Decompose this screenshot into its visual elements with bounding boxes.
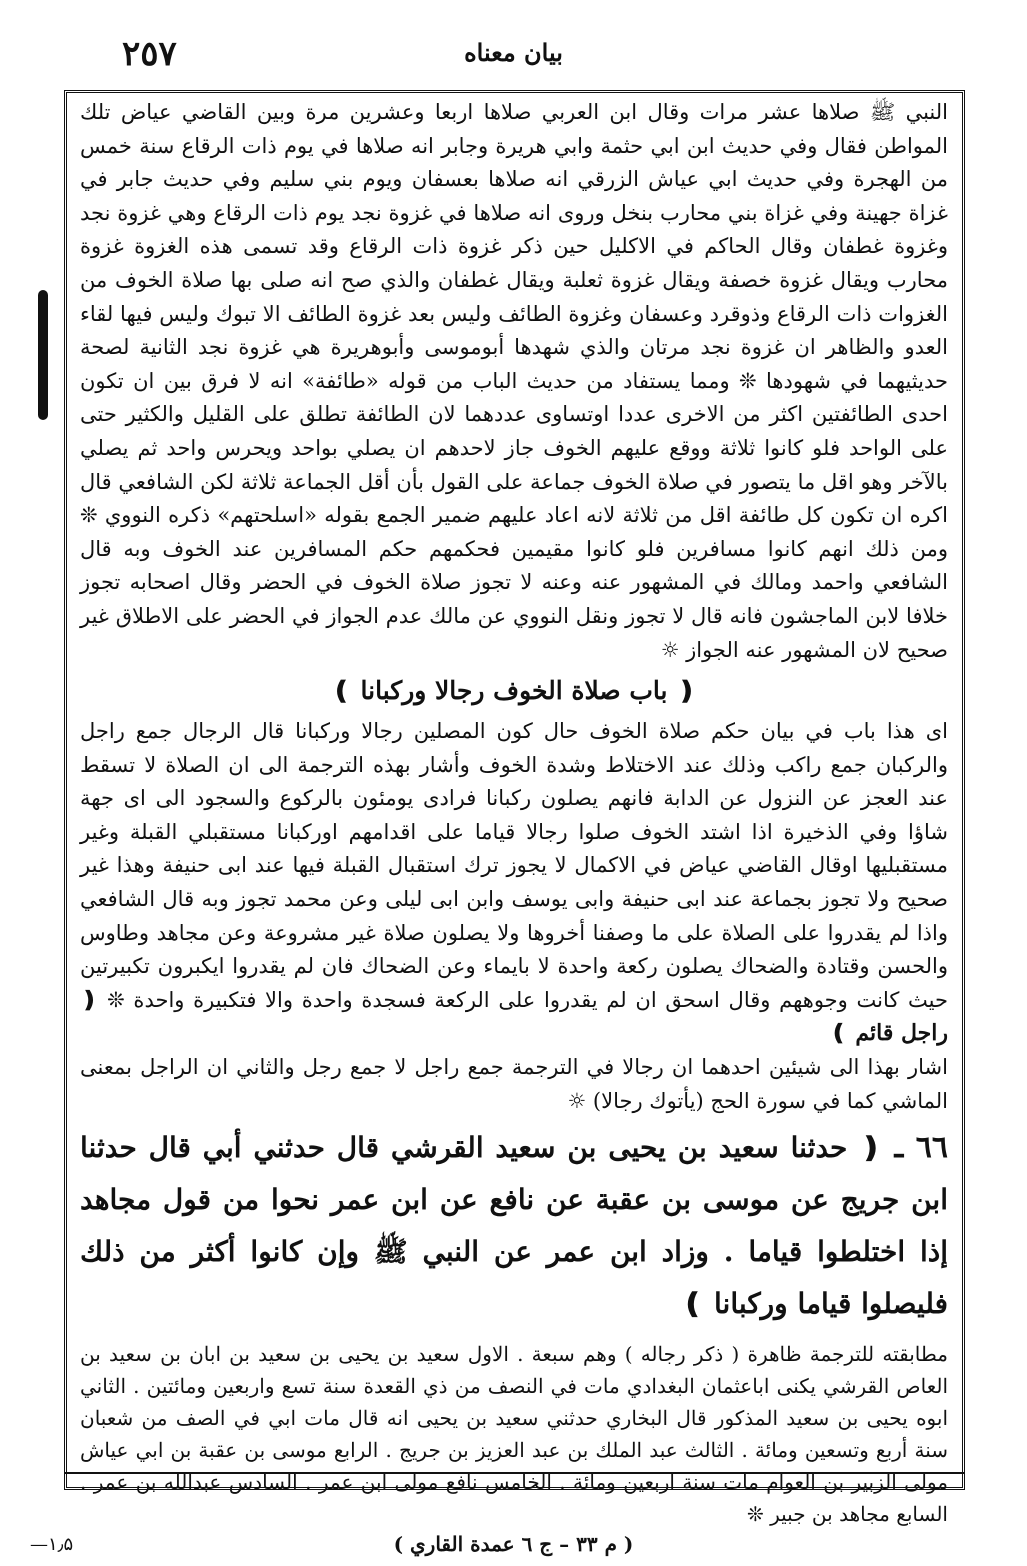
page-number: ٢٥٧ (122, 34, 177, 74)
hadith-number: ٦٦ ـ (894, 1130, 949, 1166)
footer-rule (64, 1472, 965, 1474)
main-text (80, 96, 948, 1530)
inline-heading: ❪ راجل قائم ❫ (80, 986, 948, 1047)
chapter-heading: ❪ باب صلاة الخوف رجالا وركبانا ❫ (330, 676, 698, 706)
chapter-commentary-text: اى هذا باب في بيان حكم صلاة الخوف حال كون المصلين رجالا وركبانا قال الرجال جمع راجل والركبان جمع راكب وذلك عند الاختلاط وشدة الخوف وأشار بهذه الترجمة الى ان الصلاة لا تسقط عند العجز عن النزول عن الدابة فانهم يصلون ركبانا فرادى يومئون بالركوع والسجود الى اى جهة شاؤا وفي الذخيرة اذا اشتد الخوف صلوا رجالا قياما على اقدامهم اوركبانا مستقبلي القبلة وغير مستقبليها اوقال القاضي عياض في الاكمال لا يجوز ترك استقبال القبلة فيها عند ابى حنيفة وهذا غير صحيح ولا تجوز بجماعة عند ابى حنيفة وابى يوسف وابن ابى ليلى وعن محمد تجوز وبه قال الشافعي واذا لم يقدروا على الصلاة على ما وصفنا أخروها ولا يصلون صلاة غير مشروعة وعن مجاهد وطاوس والحسن وقتادة والضحاك يصلون ركعة واحدة لا بايماء وعن الضحاك فان لم يقدروا ايكبرون تكبيرتين حيث كانت وجوههم وقال اسحق ان لم يقدروا على الركعة فسجدة واحدة والا فتكبيرة واحدة ❊ (80, 719, 948, 1012)
hadith-body: ❪ حدثنا سعيد بن يحيى بن سعيد القرشي قال حدثني أبي قال حدثنا ابن جريج عن موسى بن عقبة عن نافع عن ابن عمر نحوا من قول مجاهد إذا اختلطوا قياما . وزاد ابن عمر عن النبي ﷺ وإن كانوا أكثر من ذلك فليصلوا قياما وركبانا ❫ (80, 1131, 948, 1321)
chapter-commentary (80, 715, 948, 1051)
hadith-text (80, 1122, 948, 1330)
commentary-paragraph: النبي ﷺ صلاها عشر مرات وقال ابن العربي صلاها اربعا وعشرين مرة وبين القاضي عياض تلك المواطن فقال وفي حديث ابن ابي حثمة وابي هريرة وجابر انه صلاها في يوم ذات الرقاع سنة خمس من الهجرة وفي حديث ابي عياش الزرقي انه صلاها بعسفان ويوم بني سليم وفي حديث جابر في غزاة جهينة وفي غزاة بني محارب بنخل وروى انه صلاها في غزوة نجد يوم ذات الرقاع وهي غزوة نجد وغزوة غطفان وقال الحاكم في الاكليل حين ذكر غزوة ذات الرقاع وقد تسمى هذه الغزوة غزوة محارب ويقال غزوة خصفة ويقال غزوة ثعلبة ويقال غطفان والذي صح انه صلى بها صلاة الخوف من الغزوات ذات الرقاع وذوقرد وعسفان وغزوة الطائف وليس بعد غزوة الطائف الا تبوك وليس فيها لقاء العدو والظاهر ان غزوة نجد مرتان والذي شهدها أبوموسى وأبوهريرة هي غزوة نجد الثانية لصحة حديثيهما في شهودها ❊ ومما يستفاد من حديث الباب من قوله «طائفة» انه لا فرق بين ان تكون احدى الطائفتين اكثر من الاخرى عددا اوتساوى عددهما لان الطائفة تطلق على القليل والكثير حتى على الواحد فلو كانوا ثلاثة ووقع عليهم الخوف جاز لاحدهم ان يصلي بواحد ويحرس واحد ثم يصلي بالآخر وهو اقل ما يتصور في صلاة الخوف جماعة على القول بأن أقل الجماعة ثلاثة لكن الشافعي قال اكره ان تكون كل طائفة اقل من ثلاثة لانه اعاد عليهم ضمير الجمع بقوله «اسلحتهم» ذكره النووي ❊ ومن ذلك انهم كانوا مسافرين فلو كانوا مقيمين فحكمهم حكم المسافرين عند الخوف وبه قال الشافعي واحمد ومالك في المشهور عنه وعنه لا تجوز صلاة الخوف في الحضر وقال اصحابه تجوز خلافا لابن الماجشون فانه قال لا تجوز ونقل النووي عن مالك عدم الجواز في الحضر على الاطلاق غير صحيح لان المشهور عنه الجواز ☼ (80, 100, 948, 662)
page-header (70, 34, 957, 82)
signature-footer: ( م ٣٣ – ج ٦ عمدة القاري ) (393, 1532, 634, 1556)
running-title: بيان معناه (464, 38, 563, 67)
narrators-paragraph: مطابقته للترجمة ظاهرة ( ذكر رجاله ) وهم سبعة . الاول سعيد بن يحيى بن سعيد بن ابان بن سعيد بن العاص القرشي يكنى اباعثمان البغدادي مات في النصف من ذي القعدة سنة تسع واربعين ومائتين . الثاني ابوه يحيى بن سعيد المذكور قال البخاري حدثني سعيد بن يحيى انه قال مات ابي في الصف من شعبان سنة أربع وتسعين ومائة . الثالث عبد الملك بن عبد العزيز بن جريج . الرابع موسى بن عقبة بن ابي عياش مولى الزبير بن العوام مات سنة اربعين ومائة . الخامس نافع مولى ابن عمر . السادس عبدالله بن عمر . السابع مجاهد بن جبير ❊ (80, 1342, 949, 1527)
chapter-commentary-2: اشار بهذا الى شيئين احدهما ان رجالا في الترجمة جمع راجل لا جمع رجل والثاني ان الراجل بمعنى الماشي كما في سورة الحج (يأتوك رجالا) ☼ (80, 1055, 948, 1113)
corner-mark: —۱٫۵ (30, 1534, 74, 1555)
margin-mark (38, 290, 48, 420)
